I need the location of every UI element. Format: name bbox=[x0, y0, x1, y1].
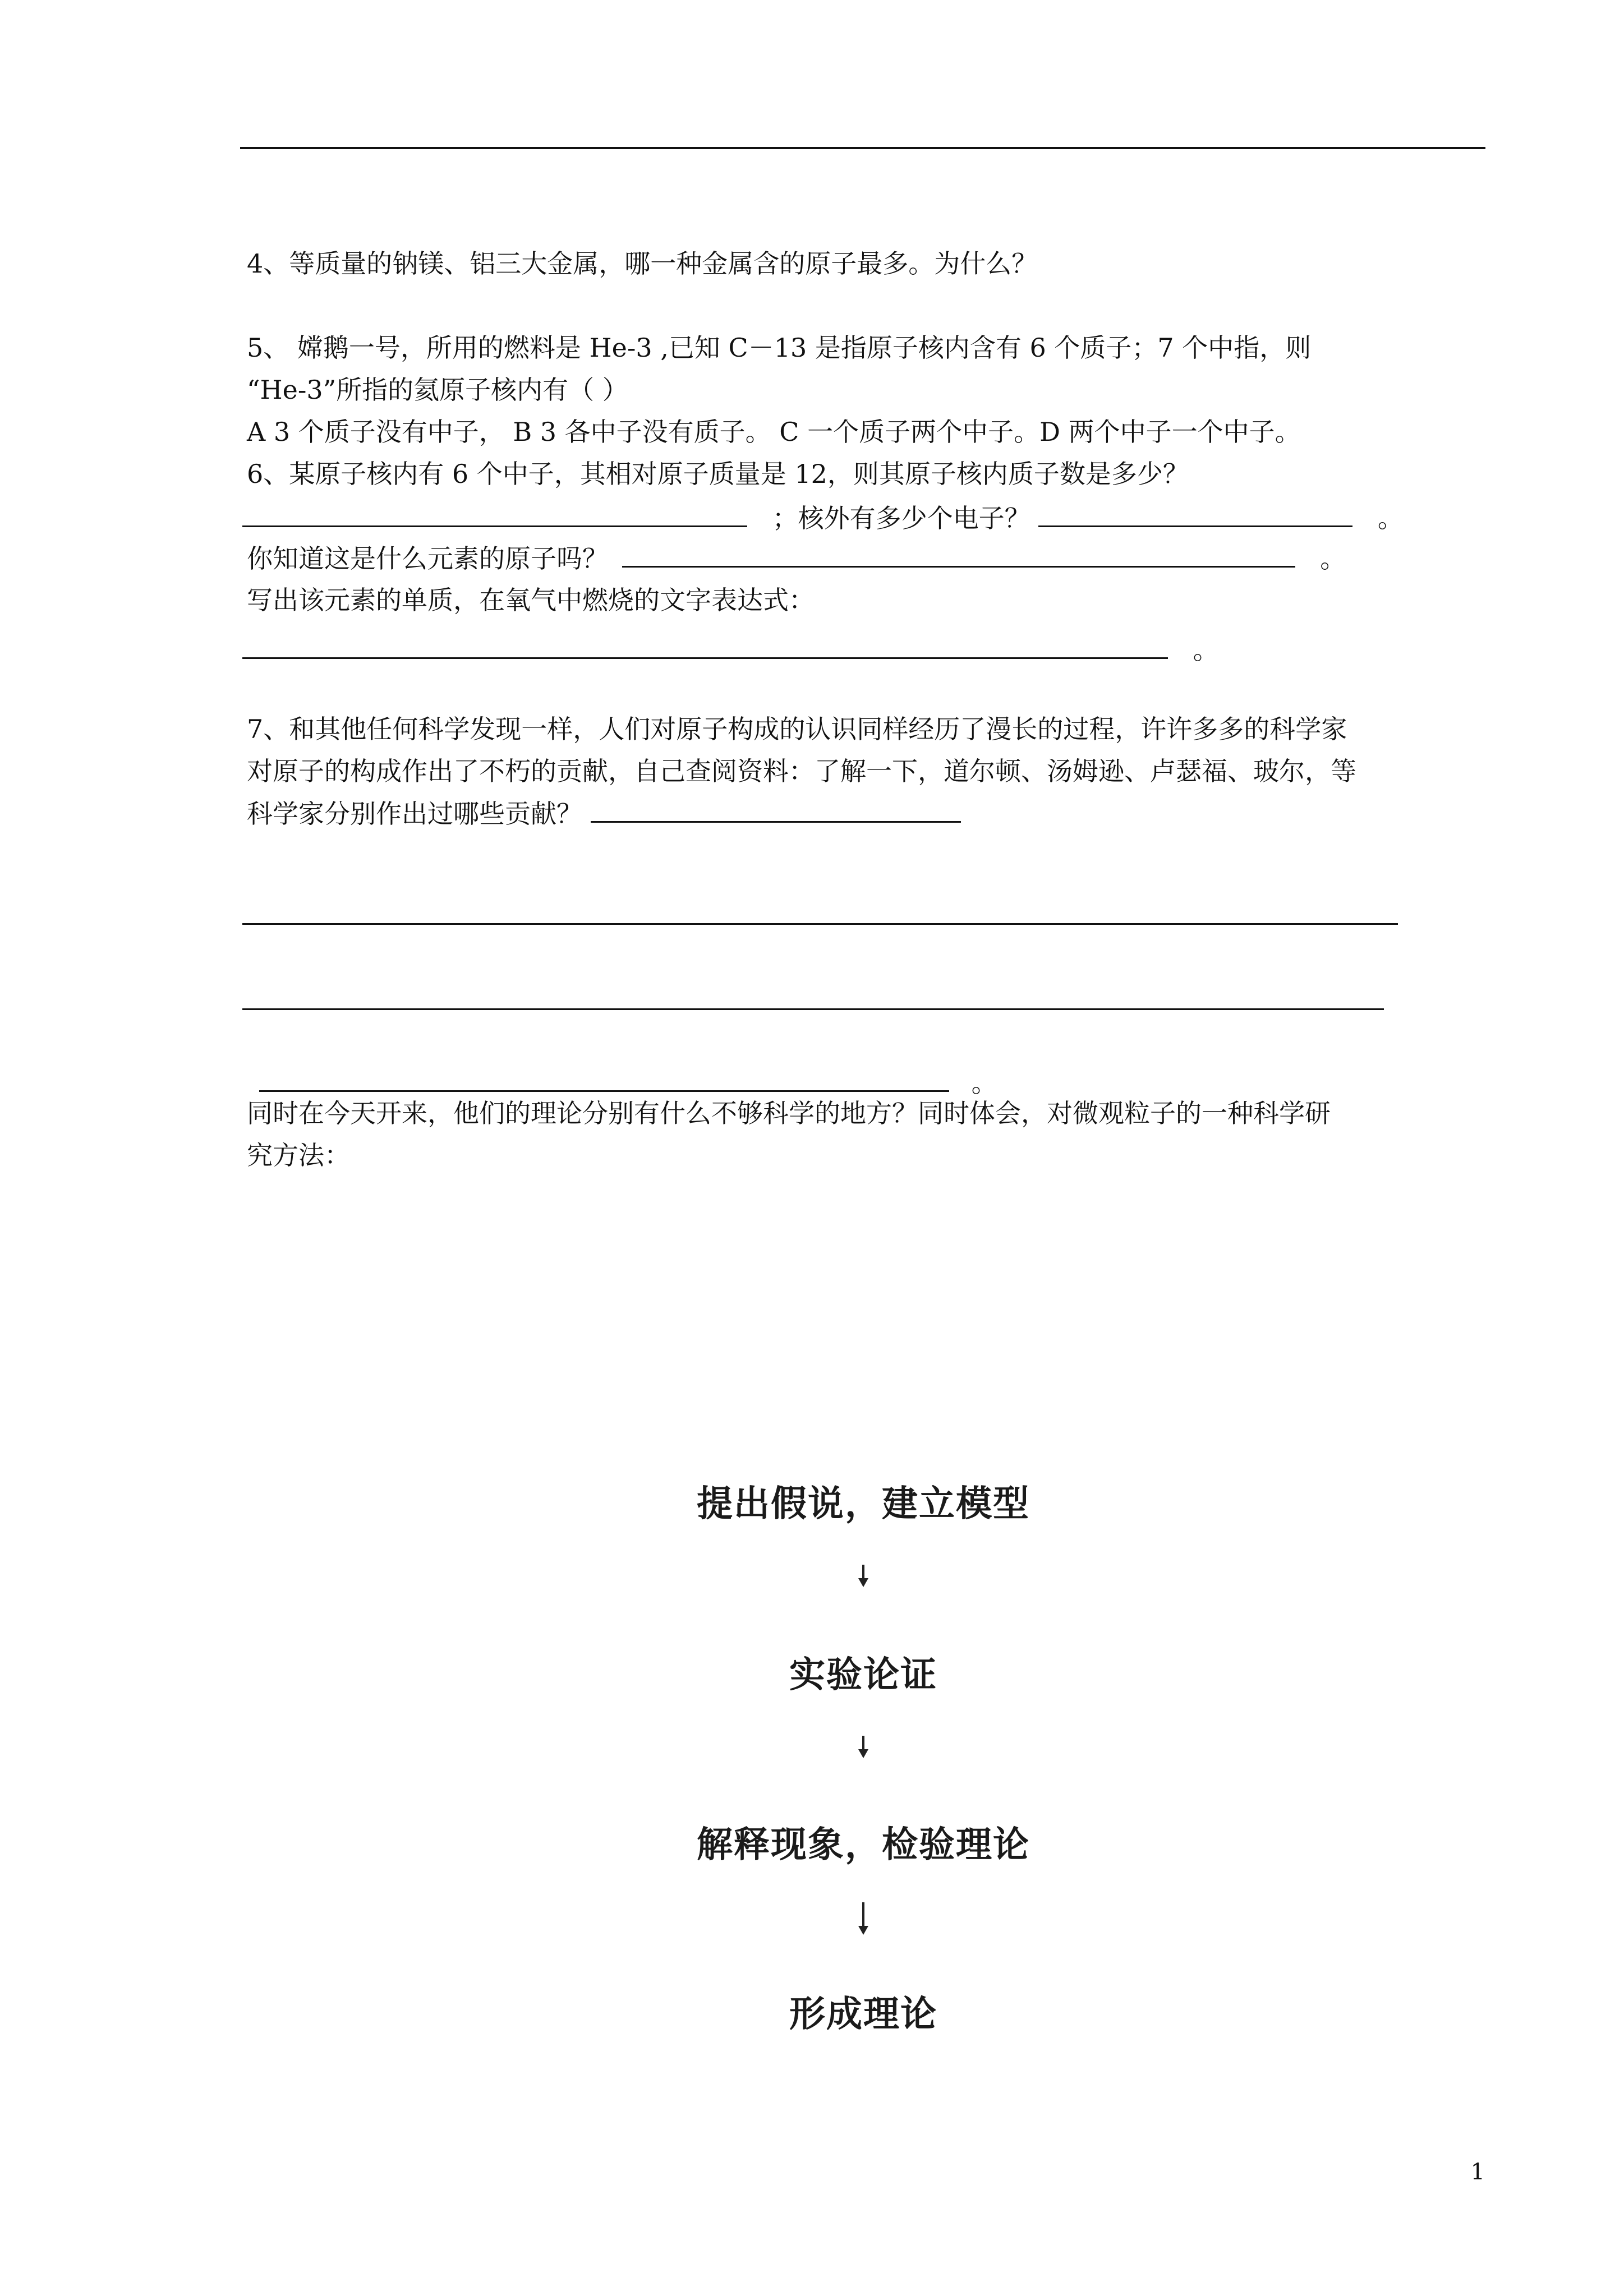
question-7-line-1: 7、和其他任何科学发现一样，人们对原子构成的认识同样经历了漫长的过程，许许多多的科学家 bbox=[247, 714, 1347, 744]
flow-step-experiment: 实验论证 bbox=[789, 1654, 937, 1696]
answer-blank[interactable] bbox=[1038, 501, 1352, 527]
answer-blank[interactable] bbox=[242, 633, 1168, 659]
question-7-line-4-blank bbox=[259, 1066, 997, 1100]
question-6-line-5 bbox=[242, 633, 1219, 667]
question-7-line-3 bbox=[247, 796, 961, 831]
question-6-line-4: 写出该元素的单质，在氧气中燃烧的文字表达式： bbox=[247, 585, 815, 615]
period: 。 bbox=[1377, 503, 1404, 533]
answer-blank[interactable] bbox=[622, 541, 1295, 568]
question-5-line-1: 5、 嫦鹅一号，所用的燃料是 He-3 ,已知 C－13 是指原子核内含有 6 个质子；7 个中指，则 bbox=[247, 333, 1312, 363]
answer-blank[interactable] bbox=[242, 501, 747, 527]
question-6-line-3 bbox=[247, 541, 1346, 575]
question-5-line-2: “He-3”所指的氦原子核内有（ ） bbox=[247, 375, 628, 405]
question-5-options: A 3 个质子没有中子， B 3 各中子没有质子。 C 一个质子两个中子。D 两个中子一个中子。 bbox=[247, 417, 1301, 447]
question-7-line-2: 对原子的构成作出了不朽的贡献，自己查阅资料：了解一下，道尔顿、汤姆逊、卢瑟福、玻尔，等 bbox=[247, 756, 1356, 786]
answer-blank[interactable] bbox=[259, 1066, 949, 1092]
question-7-line-4: 同时在今天开来，他们的理论分别有什么不够科学的地方？同时体会，对微观粒子的一种科学研 bbox=[247, 1098, 1331, 1128]
question-6-electrons-label: ；核外有多少个电子？ bbox=[772, 503, 1030, 533]
answer-line[interactable] bbox=[242, 923, 1398, 925]
flow-step-hypothesis: 提出假说，建立模型 bbox=[697, 1483, 1030, 1525]
page-number: 1 bbox=[1470, 2159, 1485, 2185]
flow-step-theory: 形成理论 bbox=[789, 1994, 937, 2035]
question-6-line-2 bbox=[242, 501, 1404, 535]
header-rule bbox=[240, 147, 1485, 149]
question-4: 4、等质量的钠镁、铝三大金属，哪一种金属含的原子最多。为什么？ bbox=[247, 248, 1038, 279]
period: 。 bbox=[1193, 635, 1219, 665]
flow-step-explain: 解释现象，检验理论 bbox=[697, 1824, 1030, 1866]
question-7-line-5: 究方法： bbox=[247, 1140, 350, 1170]
answer-line[interactable] bbox=[242, 1008, 1384, 1010]
period: 。 bbox=[971, 1068, 997, 1098]
answer-blank[interactable] bbox=[591, 796, 961, 823]
question-6-element-label: 你知道这是什么元素的原子吗？ bbox=[247, 543, 608, 574]
question-6-line-1: 6、某原子核内有 6 个中子，其相对原子质量是 12，则其原子核内质子数是多少？ bbox=[247, 459, 1189, 489]
question-7-contributions-label: 科学家分别作出过哪些贡献？ bbox=[247, 799, 582, 829]
period: 。 bbox=[1320, 543, 1346, 574]
